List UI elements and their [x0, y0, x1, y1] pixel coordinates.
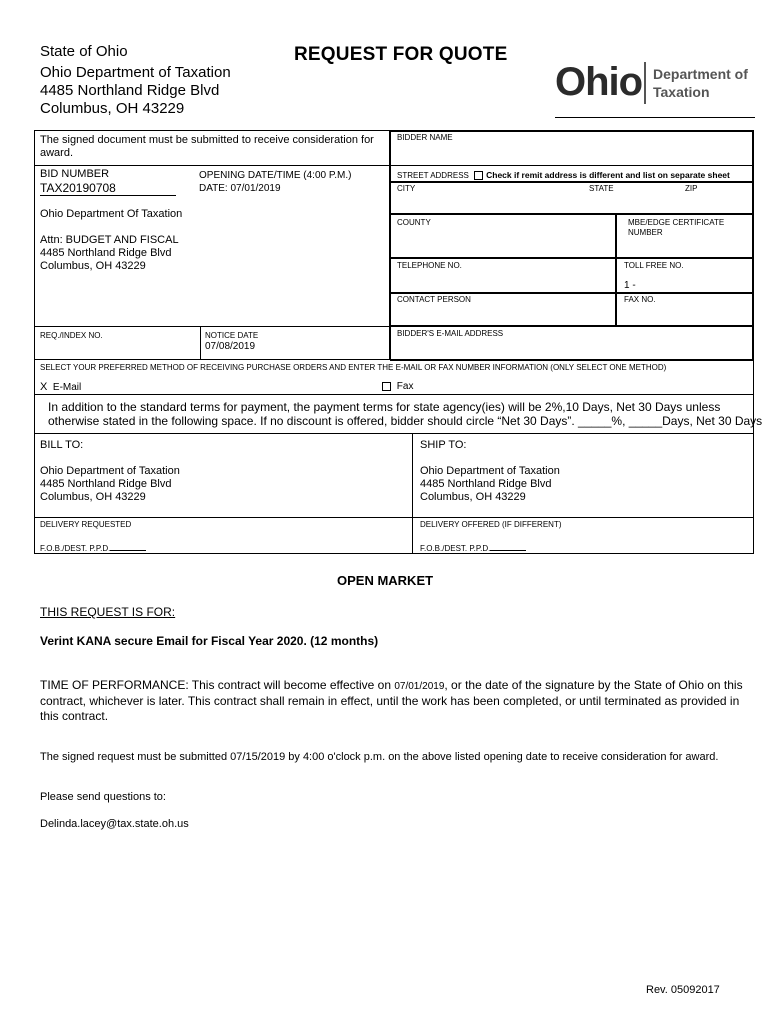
fax-checkbox[interactable] — [382, 382, 391, 391]
toll-free-label: TOLL FREE NO. — [624, 261, 684, 270]
bill-to-label: BILL TO: — [40, 439, 84, 451]
header-dept: Ohio Department of Taxation — [40, 64, 231, 81]
buyer-attn: Attn: BUDGET AND FISCAL — [40, 234, 179, 246]
fob-left: F.O.B./DEST. P.P.D. — [40, 544, 146, 553]
email-selected-mark: X — [40, 381, 48, 393]
delivery-offered-label: DELIVERY OFFERED (IF DIFFERENT) — [420, 520, 562, 529]
state-label: STATE — [589, 184, 614, 193]
opening-date-label: OPENING DATE/TIME (4:00 P.M.) — [199, 170, 352, 181]
fax-method-option[interactable]: Fax — [382, 381, 413, 392]
notice-date-label: NOTICE DATE — [205, 331, 259, 340]
page-title: REQUEST FOR QUOTE — [294, 44, 508, 65]
request-item: Verint KANA secure Email for Fiscal Year 2020. (12 months) — [40, 634, 379, 648]
request-for-label: THIS REQUEST IS FOR: — [40, 605, 176, 619]
toll-free-value: 1 - — [624, 280, 636, 291]
logo-dept-line2: Taxation — [653, 84, 710, 100]
header-city: Columbus, OH 43229 — [40, 100, 185, 117]
city-label: CITY — [397, 184, 416, 193]
open-market-heading: OPEN MARKET — [337, 573, 434, 588]
contact-person-label: CONTACT PERSON — [397, 295, 471, 304]
payment-terms-line1: In addition to the standard terms for payment, the payment terms for state agency(ies) will be 2%,10 Days, Net 30 Days unless — [48, 400, 721, 414]
bill-to-line1: Ohio Department of Taxation — [40, 465, 180, 477]
ship-to-line3: Columbus, OH 43229 — [420, 491, 526, 503]
fax-number-label: FAX NO. — [624, 295, 656, 304]
header-street: 4485 Northland Ridge Blvd — [40, 82, 220, 99]
mbe-certificate-label: MBE/EDGE CERTIFICATE NUMBER — [628, 218, 725, 237]
questions-prompt: Please send questions to: — [40, 791, 166, 803]
bid-number-label: BID NUMBER — [40, 168, 110, 180]
delivery-method-instruction: SELECT YOUR PREFERRED METHOD OF RECEIVING PURCHASE ORDERS AND ENTER THE E-MAIL OR FAX NUMBER INFORMATION (ONLY SELECT ONE METHOD) — [40, 363, 667, 372]
time-of-performance: TIME OF PERFORMANCE: This contract will become effective on 07/01/2019, or the date of the signature by the State of Ohio on this contract, whichever is later. This contract shall remain in effect, until the work has been completed, or until terminated as provided in this contract. — [40, 678, 743, 723]
contact-email-link[interactable]: Delinda.lacey@tax.state.oh.us — [40, 818, 189, 830]
fob-right: F.O.B./DEST. P.P.D. — [420, 544, 526, 553]
bidder-name-label: BIDDER NAME — [397, 133, 453, 142]
buyer-city: Columbus, OH 43229 — [40, 260, 146, 272]
bill-to-line3: Columbus, OH 43229 — [40, 491, 146, 503]
delivery-requested-label: DELIVERY REQUESTED — [40, 520, 132, 529]
req-index-label: REQ./INDEX NO. — [40, 331, 103, 340]
remit-address-checkbox[interactable] — [474, 171, 483, 180]
payment-terms-line2: otherwise stated in the following space. If no discount is offered, bidder should circle “Net 30 Days”. _____%, _____Days, Net 30 Days — [48, 414, 763, 428]
submission-deadline: The signed request must be submitted 07/15/2019 by 4:00 o'clock p.m. on the above listed opening date to receive consideration for award. — [40, 751, 719, 763]
county-label: COUNTY — [397, 218, 431, 227]
ship-to-line1: Ohio Department of Taxation — [420, 465, 560, 477]
ship-to-label: SHIP TO: — [420, 439, 467, 451]
logo-ohio-text: Ohio — [555, 60, 643, 104]
revision-number: Rev. 05092017 — [646, 984, 720, 996]
telephone-label: TELEPHONE NO. — [397, 261, 462, 270]
notice-date-value: 07/08/2019 — [205, 341, 256, 352]
state-name: State of Ohio — [40, 43, 128, 60]
buyer-dept: Ohio Department Of Taxation — [40, 208, 183, 220]
logo-dept-line1: Department of — [653, 66, 748, 82]
buyer-street: 4485 Northland Ridge Blvd — [40, 247, 172, 259]
bidder-email-label: BIDDER'S E-MAIL ADDRESS — [397, 329, 504, 338]
ohio-taxation-logo — [555, 56, 755, 120]
email-method-option[interactable]: X E-Mail — [40, 381, 82, 393]
bill-to-line2: 4485 Northland Ridge Blvd — [40, 478, 172, 490]
zip-label: ZIP — [685, 184, 698, 193]
street-address-label: STREET ADDRESS Check if remit address is different and list on separate sheet — [397, 170, 730, 180]
bid-number-value: TAX20190708 — [40, 181, 176, 196]
ship-to-line2: 4485 Northland Ridge Blvd — [420, 478, 552, 490]
logo-divider — [644, 62, 646, 104]
submission-notice: The signed document must be submitted to receive consideration for award. — [40, 134, 374, 159]
opening-date-value: DATE: 07/01/2019 — [199, 183, 281, 194]
logo-underline — [555, 117, 755, 118]
